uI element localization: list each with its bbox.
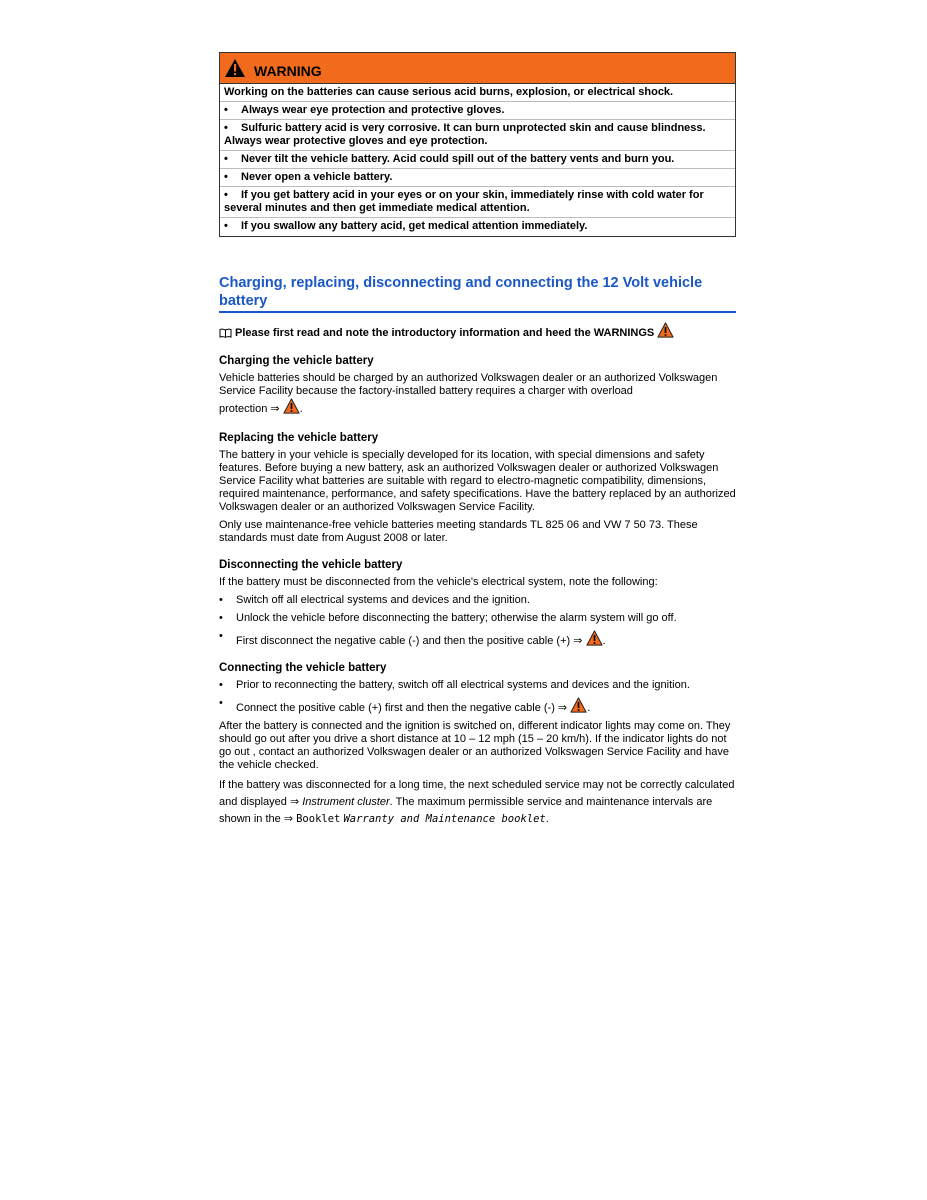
booklet-label: Booklet	[296, 813, 341, 825]
warning-triangle-icon[interactable]	[570, 697, 587, 713]
warning-triangle-icon[interactable]	[657, 322, 674, 338]
replacing-paragraph: The battery in your vehicle is specially developed for its location, with special dimensions and safety features. Before buying a new battery, ask an authorized Volkswagen dealer or authorized Volkswagen Service Facility what batteries are suitable with regard to electro-magnetic compatibility, dimensions, required maintenance, performance, and safety specifications. Have the battery replaced by an authorized Volkswagen dealer or an authorized Volkswagen Service Facility.	[219, 449, 736, 513]
warning-triangle-icon[interactable]	[586, 630, 603, 646]
warning-triangle-icon	[224, 58, 246, 78]
warranty-booklet-link[interactable]: Warranty and Maintenance booklet	[343, 813, 546, 825]
disconnecting-intro: If the battery must be disconnected from the vehicle's electrical system, note the following:	[219, 576, 658, 588]
warning-triangle-icon[interactable]	[283, 398, 300, 414]
warning-item: • Sulfuric battery acid is very corrosive. It can burn unprotected skin and cause blindness. Always wear protective gloves and eye protection.	[220, 120, 735, 151]
warning-body	[220, 84, 735, 236]
page-content	[219, 52, 736, 833]
section-intro: Please first read and note the introductory information and heed the WARNINGS	[219, 325, 736, 341]
replacing-heading: Replacing the vehicle battery	[219, 432, 379, 444]
warning-header	[220, 53, 735, 84]
warning-label: WARNING	[254, 63, 322, 79]
connecting-list	[219, 679, 736, 715]
warning-item: • Never tilt the vehicle battery. Acid could spill out of the battery vents and burn you.	[220, 151, 735, 169]
warning-item: • If you swallow any battery acid, get medical attention immediately.	[224, 220, 588, 232]
charging-text: Vehicle batteries should be charged by an authorized Volkswagen dealer or an authorized Volkswagen Service Facility because the factory-installed battery requires a charger with overload protection ⇒ .	[219, 372, 718, 415]
list-item: • Unlock the vehicle before disconnecting the battery; otherwise the alarm system will go off.	[219, 612, 677, 624]
warning-item: • If you get battery acid in your eyes or on your skin, immediately rinse with cold water for several minutes and then get immediate medical attention.	[220, 187, 735, 218]
list-item: • First disconnect the negative cable (-) and then the positive cable (+) ⇒ .	[219, 630, 606, 647]
instrument-cluster-link[interactable]: Instrument cluster	[302, 796, 390, 808]
replacing-paragraph: Only use maintenance-free vehicle batteries meeting standards TL 825 06 and VW 7 50 73. These standards must date from August 2008 or later.	[219, 519, 698, 544]
disconnecting-heading: Disconnecting the vehicle battery	[219, 559, 403, 571]
connecting-paragraph: After the battery is connected and the ignition is switched on, different indicator lights may come on. They should go out after you drive a short distance at 10 – 12 mph (15 – 20 km/h). If the indicator lights do not go out , contact an authorized Volkswagen dealer or an authorized Volkswagen Service Facility and have the vehicle checked.	[219, 720, 731, 771]
section-title: Charging, replacing, disconnecting and connecting the 12 Volt vehicle battery	[219, 274, 736, 313]
book-icon	[219, 328, 232, 338]
warning-intro: Working on the batteries can cause serious acid burns, explosion, or electrical shock.	[220, 84, 735, 102]
disconnecting-list	[219, 594, 736, 648]
list-item: • Switch off all electrical systems and devices and the ignition.	[219, 594, 530, 606]
warning-box	[219, 52, 736, 237]
warning-item: • Never open a vehicle battery.	[220, 169, 735, 187]
list-item: • Prior to reconnecting the battery, switch off all electrical systems and devices and the ignition.	[219, 679, 690, 691]
connecting-paragraph: If the battery was disconnected for a long time, the next scheduled service may not be correctly calculated and displayed ⇒ Instrument cluster. The maximum permissible service and maintenance intervals are shown in the ⇒ Booklet Warranty and Maintenance booklet.	[219, 779, 735, 825]
charging-heading: Charging the vehicle battery	[219, 355, 374, 367]
connecting-heading: Connecting the vehicle battery	[219, 662, 387, 674]
list-item: • Connect the positive cable (+) first and then the negative cable (-) ⇒ .	[219, 697, 591, 714]
warning-item: • Always wear eye protection and protective gloves.	[220, 102, 735, 120]
